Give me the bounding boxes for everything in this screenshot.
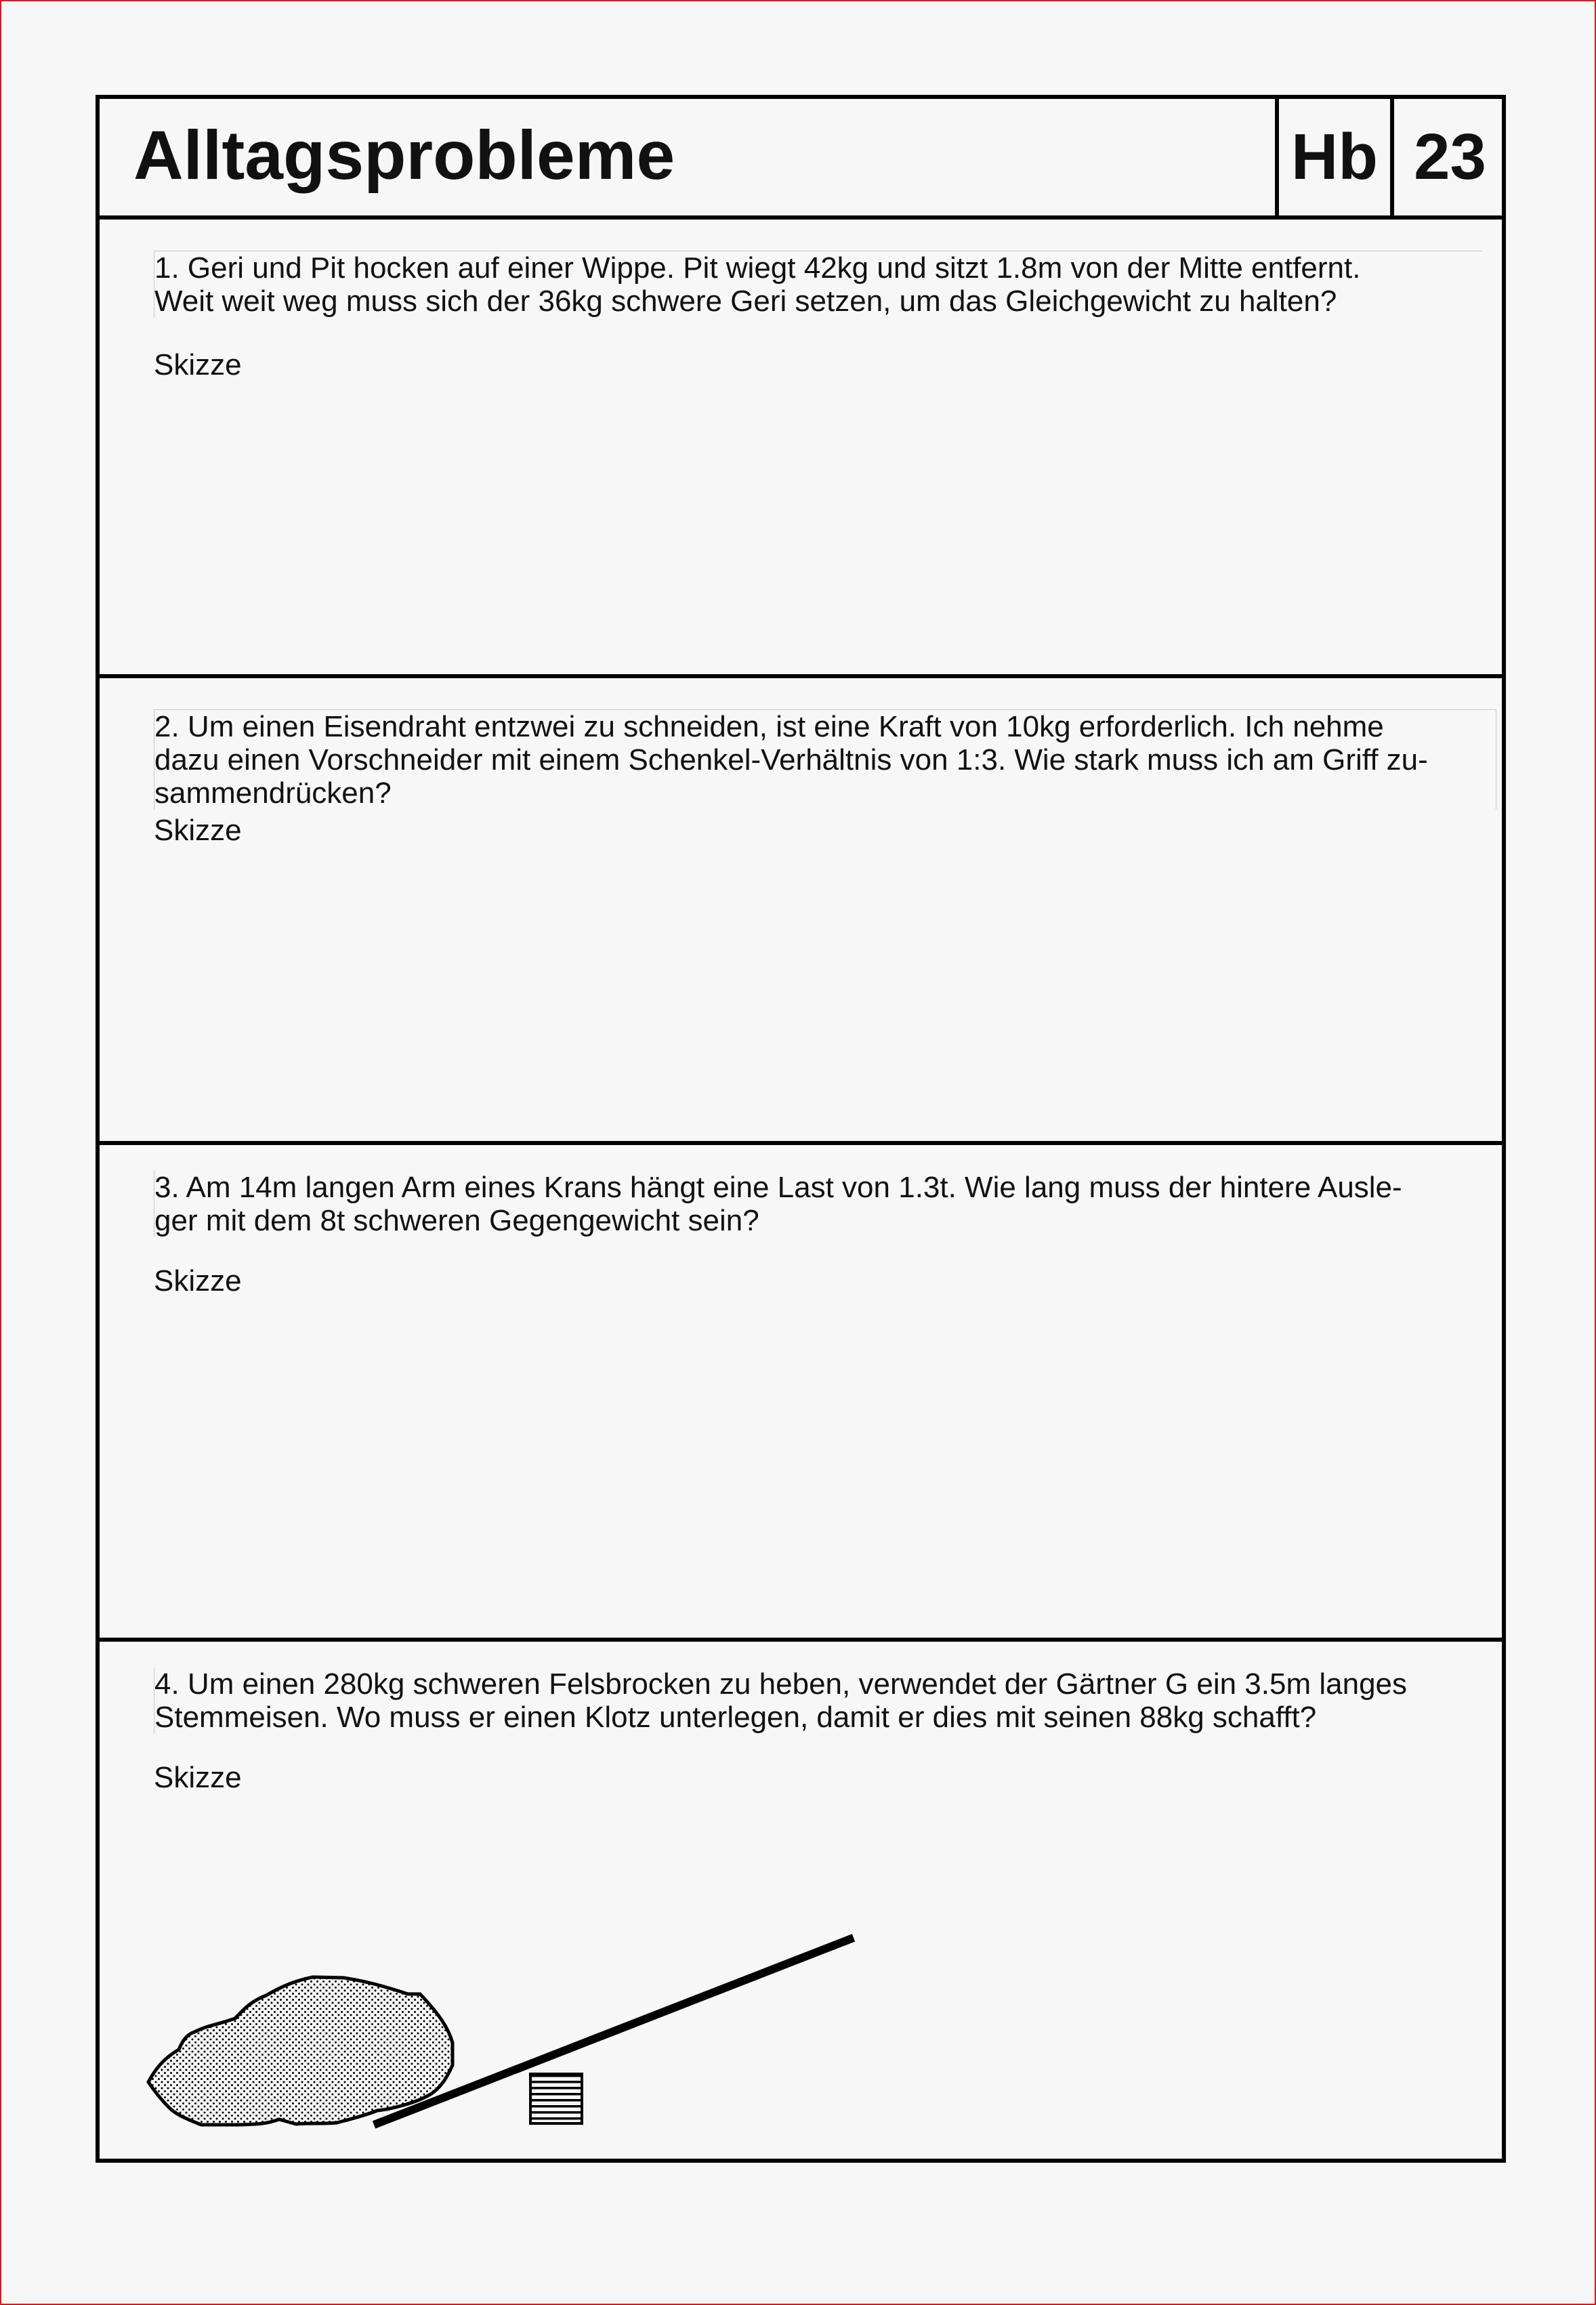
sketch-label: Skizze — [154, 814, 242, 847]
boulder-shape — [148, 1977, 453, 2125]
worksheet — [96, 95, 1506, 2163]
task-text: 4. Um einen 280kg schweren Felsbrocken zu heben, verwendet der Gärtner G ein 3.5m langes Stemmeisen. Wo muss er einen Klotz unterlegen, damit er dies mit seinen 88kg schafft? — [154, 1667, 1482, 1734]
task-text: 1. Geri und Pit hocken auf einer Wippe. Pit wiegt 42kg und sitzt 1.8m von der Mitte entfernt. Weit weit weg muss sich der 36kg schwere Geri setzen, um das Gleichgewicht zu halten? — [154, 251, 1482, 318]
task-text: 2. Um einen Eisendraht entzwei zu schneiden, ist eine Kraft von 10kg erforderlich. Ich nehme dazu einen Vorschneider mit einem Schenkel-Verhältnis von 1:3. Wie stark muss ich am Griff zu- sammendrücken? — [154, 709, 1496, 810]
fulcrum-block — [530, 2074, 582, 2123]
task-section-1 — [100, 220, 1502, 678]
lever-illustration — [100, 1642, 1502, 2159]
task-section-2 — [100, 678, 1502, 1145]
sketch-label: Skizze — [154, 1761, 242, 1794]
task-text: 3. Am 14m langen Arm eines Krans hängt eine Last von 1.3t. Wie lang muss der hintere Ausle- ger mit dem 8t schweren Gegengewicht sein? — [154, 1171, 1482, 1237]
worksheet-header — [100, 99, 1502, 220]
sketch-label: Skizze — [154, 348, 242, 381]
worksheet-title: Alltagsprobleme — [133, 117, 675, 194]
subject-code: Hb — [1275, 99, 1390, 215]
task-section-4 — [100, 1642, 1502, 2159]
sheet-number: 23 — [1390, 99, 1506, 215]
sketch-label: Skizze — [154, 1264, 242, 1297]
task-section-3 — [100, 1145, 1502, 1642]
